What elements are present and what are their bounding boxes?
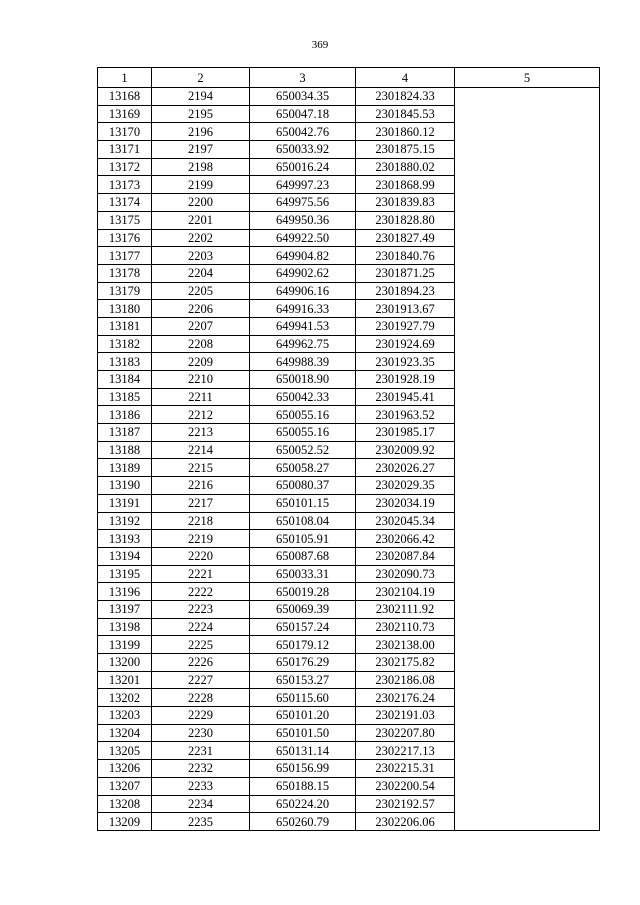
point-id-cell: 13205 [98, 742, 152, 760]
vertex-number-cell: 2225 [152, 636, 250, 654]
point-id-cell: 13172 [98, 158, 152, 176]
x-coordinate-cell: 650019.28 [250, 583, 356, 601]
vertex-number-cell: 2235 [152, 813, 250, 831]
vertex-number-cell: 2233 [152, 777, 250, 795]
table-header [98, 68, 600, 88]
vertex-number-cell: 2229 [152, 707, 250, 725]
y-coordinate-cell: 2302034.19 [356, 494, 455, 512]
vertex-number-cell: 2217 [152, 494, 250, 512]
y-coordinate-cell: 2301985.17 [356, 424, 455, 442]
x-coordinate-cell: 650101.20 [250, 707, 356, 725]
x-coordinate-cell: 650052.52 [250, 441, 356, 459]
point-id-cell: 13206 [98, 760, 152, 778]
point-id-cell: 13189 [98, 459, 152, 477]
vertex-number-cell: 2232 [152, 760, 250, 778]
x-coordinate-cell: 649941.53 [250, 317, 356, 335]
y-coordinate-cell: 2301840.76 [356, 247, 455, 265]
y-coordinate-cell: 2301824.33 [356, 88, 455, 106]
x-coordinate-cell: 650176.29 [250, 654, 356, 672]
y-coordinate-cell: 2302176.24 [356, 689, 455, 707]
x-coordinate-cell: 649950.36 [250, 211, 356, 229]
y-coordinate-cell: 2302087.84 [356, 547, 455, 565]
y-coordinate-cell: 2302192.57 [356, 795, 455, 813]
page-number: 369 [311, 39, 329, 51]
vertex-number-cell: 2195 [152, 105, 250, 123]
y-coordinate-cell: 2301860.12 [356, 123, 455, 141]
point-id-cell: 13175 [98, 211, 152, 229]
y-coordinate-cell: 2301839.83 [356, 194, 455, 212]
vertex-number-cell: 2230 [152, 724, 250, 742]
y-coordinate-cell: 2302104.19 [356, 583, 455, 601]
y-coordinate-cell: 2301880.02 [356, 158, 455, 176]
point-id-cell: 13183 [98, 353, 152, 371]
vertex-number-cell: 2231 [152, 742, 250, 760]
x-coordinate-cell: 650101.50 [250, 724, 356, 742]
y-coordinate-cell: 2301913.67 [356, 300, 455, 318]
x-coordinate-cell: 650260.79 [250, 813, 356, 831]
y-coordinate-cell: 2302191.03 [356, 707, 455, 725]
y-coordinate-cell: 2302111.92 [356, 600, 455, 618]
point-id-cell: 13208 [98, 795, 152, 813]
x-coordinate-cell: 649902.62 [250, 264, 356, 282]
point-id-cell: 13204 [98, 724, 152, 742]
x-coordinate-cell: 650108.04 [250, 512, 356, 530]
point-id-cell: 13207 [98, 777, 152, 795]
vertex-number-cell: 2199 [152, 176, 250, 194]
column-header-1: 1 [98, 68, 152, 88]
vertex-number-cell: 2215 [152, 459, 250, 477]
x-coordinate-cell: 650224.20 [250, 795, 356, 813]
y-coordinate-cell: 2302217.13 [356, 742, 455, 760]
x-coordinate-cell: 649922.50 [250, 229, 356, 247]
x-coordinate-cell: 650033.92 [250, 141, 356, 159]
vertex-number-cell: 2226 [152, 654, 250, 672]
y-coordinate-cell: 2301871.25 [356, 264, 455, 282]
y-coordinate-cell: 2302215.31 [356, 760, 455, 778]
x-coordinate-cell: 650115.60 [250, 689, 356, 707]
point-id-cell: 13180 [98, 300, 152, 318]
point-id-cell: 13200 [98, 654, 152, 672]
point-id-cell: 13194 [98, 547, 152, 565]
vertex-number-cell: 2201 [152, 211, 250, 229]
vertex-number-cell: 2224 [152, 618, 250, 636]
point-id-cell: 13177 [98, 247, 152, 265]
vertex-number-cell: 2227 [152, 671, 250, 689]
vertex-number-cell: 2210 [152, 371, 250, 389]
point-id-cell: 13197 [98, 600, 152, 618]
x-coordinate-cell: 650055.16 [250, 424, 356, 442]
x-coordinate-cell: 650131.14 [250, 742, 356, 760]
column-header-5: 5 [455, 68, 600, 88]
x-coordinate-cell: 650156.99 [250, 760, 356, 778]
table-row [98, 88, 600, 106]
vertex-number-cell: 2202 [152, 229, 250, 247]
y-coordinate-cell: 2301924.69 [356, 335, 455, 353]
column-header-4: 4 [356, 68, 455, 88]
point-id-cell: 13193 [98, 530, 152, 548]
x-coordinate-cell: 649997.23 [250, 176, 356, 194]
point-id-cell: 13170 [98, 123, 152, 141]
y-coordinate-cell: 2302175.82 [356, 654, 455, 672]
y-coordinate-cell: 2301945.41 [356, 388, 455, 406]
y-coordinate-cell: 2301828.80 [356, 211, 455, 229]
point-id-cell: 13185 [98, 388, 152, 406]
x-coordinate-cell: 649975.56 [250, 194, 356, 212]
vertex-number-cell: 2216 [152, 477, 250, 495]
vertex-number-cell: 2222 [152, 583, 250, 601]
y-coordinate-cell: 2301923.35 [356, 353, 455, 371]
point-id-cell: 13171 [98, 141, 152, 159]
x-coordinate-cell: 650087.68 [250, 547, 356, 565]
x-coordinate-cell: 650016.24 [250, 158, 356, 176]
vertex-number-cell: 2194 [152, 88, 250, 106]
point-id-cell: 13179 [98, 282, 152, 300]
vertex-number-cell: 2204 [152, 264, 250, 282]
vertex-number-cell: 2212 [152, 406, 250, 424]
y-coordinate-cell: 2302066.42 [356, 530, 455, 548]
point-id-cell: 13202 [98, 689, 152, 707]
vertex-number-cell: 2219 [152, 530, 250, 548]
point-id-cell: 13188 [98, 441, 152, 459]
header-row [98, 68, 600, 88]
point-id-cell: 13198 [98, 618, 152, 636]
column-header-2: 2 [152, 68, 250, 88]
vertex-number-cell: 2211 [152, 388, 250, 406]
point-id-cell: 13203 [98, 707, 152, 725]
x-coordinate-cell: 650058.27 [250, 459, 356, 477]
vertex-number-cell: 2200 [152, 194, 250, 212]
vertex-number-cell: 2198 [152, 158, 250, 176]
x-coordinate-cell: 650033.31 [250, 565, 356, 583]
x-coordinate-cell: 650047.18 [250, 105, 356, 123]
vertex-number-cell: 2223 [152, 600, 250, 618]
y-coordinate-cell: 2302138.00 [356, 636, 455, 654]
y-coordinate-cell: 2302045.34 [356, 512, 455, 530]
y-coordinate-cell: 2301827.49 [356, 229, 455, 247]
x-coordinate-cell: 650179.12 [250, 636, 356, 654]
x-coordinate-cell: 650188.15 [250, 777, 356, 795]
x-coordinate-cell: 650018.90 [250, 371, 356, 389]
point-id-cell: 13196 [98, 583, 152, 601]
vertex-number-cell: 2213 [152, 424, 250, 442]
x-coordinate-cell: 650034.35 [250, 88, 356, 106]
x-coordinate-cell: 650069.39 [250, 600, 356, 618]
vertex-number-cell: 2228 [152, 689, 250, 707]
y-coordinate-cell: 2302206.06 [356, 813, 455, 831]
y-coordinate-cell: 2302110.73 [356, 618, 455, 636]
point-id-cell: 13195 [98, 565, 152, 583]
point-id-cell: 13176 [98, 229, 152, 247]
column-5-cell [455, 88, 600, 831]
point-id-cell: 13169 [98, 105, 152, 123]
point-id-cell: 13209 [98, 813, 152, 831]
y-coordinate-cell: 2301927.79 [356, 317, 455, 335]
x-coordinate-cell: 649916.33 [250, 300, 356, 318]
vertex-number-cell: 2207 [152, 317, 250, 335]
point-id-cell: 13190 [98, 477, 152, 495]
point-id-cell: 13192 [98, 512, 152, 530]
point-id-cell: 13184 [98, 371, 152, 389]
x-coordinate-cell: 649904.82 [250, 247, 356, 265]
x-coordinate-cell: 649962.75 [250, 335, 356, 353]
vertex-number-cell: 2208 [152, 335, 250, 353]
y-coordinate-cell: 2301875.15 [356, 141, 455, 159]
vertex-number-cell: 2209 [152, 353, 250, 371]
point-id-cell: 13199 [98, 636, 152, 654]
vertex-number-cell: 2218 [152, 512, 250, 530]
point-id-cell: 13181 [98, 317, 152, 335]
vertex-number-cell: 2220 [152, 547, 250, 565]
vertex-number-cell: 2196 [152, 123, 250, 141]
y-coordinate-cell: 2302009.92 [356, 441, 455, 459]
vertex-number-cell: 2234 [152, 795, 250, 813]
vertex-number-cell: 2206 [152, 300, 250, 318]
x-coordinate-cell: 649988.39 [250, 353, 356, 371]
y-coordinate-cell: 2302200.54 [356, 777, 455, 795]
y-coordinate-cell: 2302207.80 [356, 724, 455, 742]
x-coordinate-cell: 650080.37 [250, 477, 356, 495]
vertex-number-cell: 2214 [152, 441, 250, 459]
x-coordinate-cell: 650105.91 [250, 530, 356, 548]
point-id-cell: 13173 [98, 176, 152, 194]
point-id-cell: 13178 [98, 264, 152, 282]
x-coordinate-cell: 650055.16 [250, 406, 356, 424]
x-coordinate-cell: 649906.16 [250, 282, 356, 300]
y-coordinate-cell: 2302026.27 [356, 459, 455, 477]
point-id-cell: 13168 [98, 88, 152, 106]
y-coordinate-cell: 2301928.19 [356, 371, 455, 389]
y-coordinate-cell: 2301868.99 [356, 176, 455, 194]
point-id-cell: 13191 [98, 494, 152, 512]
point-id-cell: 13201 [98, 671, 152, 689]
x-coordinate-cell: 650042.76 [250, 123, 356, 141]
vertex-number-cell: 2203 [152, 247, 250, 265]
point-id-cell: 13174 [98, 194, 152, 212]
y-coordinate-cell: 2302029.35 [356, 477, 455, 495]
point-id-cell: 13187 [98, 424, 152, 442]
x-coordinate-cell: 650157.24 [250, 618, 356, 636]
point-id-cell: 13182 [98, 335, 152, 353]
y-coordinate-cell: 2301894.23 [356, 282, 455, 300]
y-coordinate-cell: 2302090.73 [356, 565, 455, 583]
x-coordinate-cell: 650101.15 [250, 494, 356, 512]
y-coordinate-cell: 2302186.08 [356, 671, 455, 689]
y-coordinate-cell: 2301963.52 [356, 406, 455, 424]
x-coordinate-cell: 650153.27 [250, 671, 356, 689]
x-coordinate-cell: 650042.33 [250, 388, 356, 406]
vertex-number-cell: 2197 [152, 141, 250, 159]
vertex-number-cell: 2221 [152, 565, 250, 583]
y-coordinate-cell: 2301845.53 [356, 105, 455, 123]
table-body [98, 88, 600, 831]
vertex-number-cell: 2205 [152, 282, 250, 300]
column-header-3: 3 [250, 68, 356, 88]
coordinates-table [97, 67, 600, 831]
point-id-cell: 13186 [98, 406, 152, 424]
